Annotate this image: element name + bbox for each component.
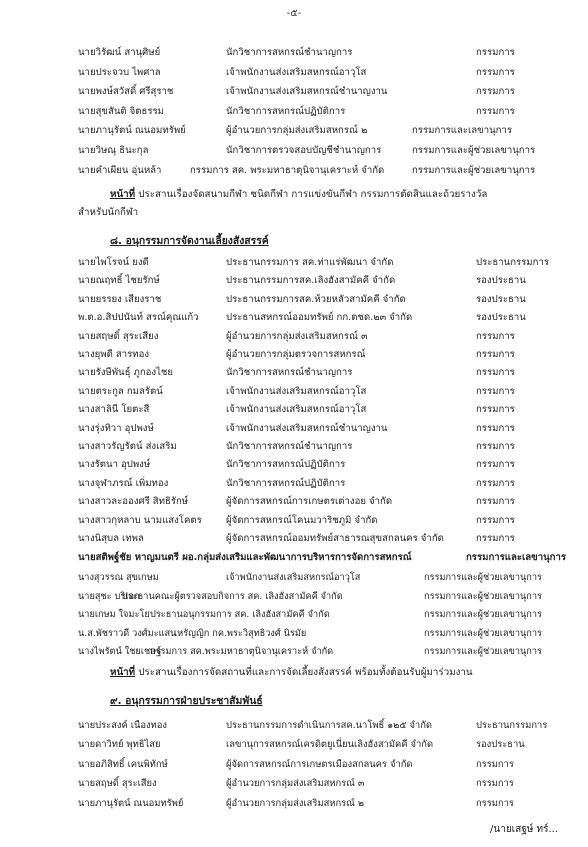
member-role: กรรมการ xyxy=(476,385,515,397)
list-row xyxy=(0,64,588,82)
list-row xyxy=(0,401,588,419)
duty-label: หน้าที่ xyxy=(110,667,136,678)
list-row-special xyxy=(0,549,588,567)
member-position: ผู้อำนวยการกลุ่มตรวจการสหกรณ์ xyxy=(226,349,366,360)
member-role: กรรมการและผู้ช่วยเลขานุการ xyxy=(424,627,542,639)
member-role: กรรมการ xyxy=(476,778,514,790)
member-role: ประธานกรรมการ xyxy=(476,720,548,731)
member-name: นายภานุรัตน์ ณนอมทรัพย์ xyxy=(78,797,184,809)
member-position: นักวิชาการสหกรณ์ชำนาญการ xyxy=(226,441,353,452)
member-name: นายสุชะ บริเอก xyxy=(78,590,140,602)
member-position: กรรมการ สค. พระมหาธาตุนิจานุเคราะห์ จำกัด xyxy=(190,164,385,176)
member-role: กรรมการ xyxy=(476,86,515,98)
member-position: เจ้าพนักงานส่งเสริมสหกรณ์อาวุโส xyxy=(226,572,361,583)
member-position: นักวิชาการสหกรณ์ปฏิบัติการ xyxy=(226,105,346,117)
list-row xyxy=(0,364,588,382)
list-row xyxy=(0,569,588,587)
member-position: ประธานกรรมการสค.ห้วยหลัวสามัคคี จำกัด xyxy=(226,293,406,305)
member-name: นางยุพดี สารทอง xyxy=(78,349,150,360)
member-name: นายวิษณุ ธินะกุล xyxy=(78,145,149,156)
member-role: รองประธาน xyxy=(476,739,525,751)
member-role: กรรมการ xyxy=(476,477,515,489)
list-row xyxy=(0,272,588,290)
member-position: ผู้จัดการสหกรณ์โคนมวาริชภูมิ จำกัด xyxy=(226,514,378,526)
list-row xyxy=(0,756,588,774)
member-name: นางจุฬาภรณ์ เพิ่มทอง xyxy=(78,477,169,489)
section-heading-8 xyxy=(110,232,269,249)
member-position: นักวิชาการสหกรณ์ปฏิบัติการ xyxy=(226,477,346,489)
member-name: นายยรรยง เสียงราช xyxy=(78,293,162,305)
member-role: กรรมการ xyxy=(476,330,515,342)
member-position: นักวิชาการสหกรณ์ปฏิบัติการ xyxy=(226,459,346,471)
list-row xyxy=(0,122,588,140)
member-name: นายณฤทธิ์ ไชยรักษ์ xyxy=(78,275,160,287)
member-role: กรรมการ xyxy=(476,459,515,471)
member-role: กรรมการ xyxy=(476,422,515,434)
member-role: กรรมการ xyxy=(476,758,514,770)
member-role: กรรมการ xyxy=(476,533,515,544)
member-name: นายอภิสิทธิ์ เคนพิทักษ์ xyxy=(78,758,168,770)
member-role: กรรมการและผู้ช่วยเลขานุการ xyxy=(424,609,542,621)
member-position: นักวิชาการสหกรณ์ชำนาญการ xyxy=(226,367,353,379)
duty-label: หน้าที่ xyxy=(110,189,136,200)
member-position: เจ้าพนักงานส่งเสริมสหกรณ์อาวุโส xyxy=(226,385,367,397)
member-name: นายสุขสันติ จิตธรรม xyxy=(78,105,165,117)
section-title: ๙. อนุกรรมการฝ่ายประชาสัมพันธ์ xyxy=(110,695,263,707)
member-role: กรรมการ xyxy=(476,367,515,379)
member-position: นักวิชาการสหกรณ์ชำนาญการ xyxy=(226,47,353,58)
duty-text: ประสานเรื่องจัดสนามกีฬา ชนิดกีฬา การแข่งขันกีฬา กรรมการตัดสินและถ้วยรางวัล xyxy=(138,189,488,200)
member-position: เจ้าพนักงานส่งเสริมสหกรณ์อาวุโส xyxy=(226,404,367,416)
member-role: กรรมการ xyxy=(476,66,515,78)
member-name: นายเกษม ใจมะโย xyxy=(78,609,150,621)
member-position: ผู้อำนวยการกลุ่มส่งเสริมสหกรณ์ ๓ xyxy=(226,330,368,342)
member-role: กรรมการ xyxy=(476,349,515,360)
member-position: ผู้จัดการสหกรณ์การเกษตรเต่างอย จำกัด xyxy=(226,496,393,508)
member-name: นายประสงค์ เนืองทอง xyxy=(78,720,167,731)
list-row xyxy=(0,438,588,456)
member-role: กรรมการ xyxy=(476,105,515,117)
list-row xyxy=(0,493,588,511)
member-name: นางสาวละอองศรี สิทธิรักษ์ xyxy=(78,496,189,508)
member-name: นายสฤษดิ์ สุระเสียง xyxy=(78,330,159,342)
member-name: นายดาวิทย์ พุทธิไสย xyxy=(78,739,161,751)
member-position: ประธานกรรมการดำเนินการสค.นาโพธิ์ ๑๒๕ จำกัด xyxy=(226,720,432,731)
member-position: ประธานสหกรณ์ออมทรัพย์ กก.ตชด.๒๓ จำกัด xyxy=(226,312,413,324)
list-row xyxy=(0,383,588,401)
member-name: นายพงษ์สวัสดิ์ ศรีสุราช xyxy=(78,86,174,98)
member-position: ประธานคณะผู้ตรวจสอบกิจการ สค. เลิงฮังสามัคคี จำกัด xyxy=(122,590,343,602)
member-role: กรรมการ xyxy=(476,797,514,809)
list-row xyxy=(0,44,588,62)
row-role: กรรมการและเลขานุการ xyxy=(466,552,567,563)
member-role: กรรมการและผู้ช่วยเลขานุการ xyxy=(424,590,542,602)
member-role: กรรมการและผู้ช่วยเลขานุการ xyxy=(424,572,542,583)
member-position: เจ้าพนักงานส่งเสริมสหกรณ์อาวุโส xyxy=(226,66,367,78)
member-name: นางสาวกุหลาบ นามแสงโคตร xyxy=(78,514,202,526)
list-row xyxy=(0,588,588,606)
page-footer: /นายเสฐษ์ ทร์... xyxy=(490,824,558,835)
section-heading-9 xyxy=(110,692,263,709)
member-position: ผู้จัดการสหกรณ์การเกษตรเมืองสกลนคร จำกัด xyxy=(226,758,413,770)
member-name: นายสฤษดิ์ สุระเสียง xyxy=(78,778,157,790)
member-role: กรรมการและผู้ช่วยเลขานุการ xyxy=(412,164,536,176)
member-role: กรรมการ xyxy=(476,404,515,416)
list-row xyxy=(0,775,588,793)
member-position: ประธานกรรมการสค.เลิงฮังสามัคคี จำกัด xyxy=(226,275,396,287)
member-position: เจ้าพนักงานส่งเสริมสหกรณ์ชำนาญงาน xyxy=(226,422,388,434)
list-row xyxy=(0,142,588,160)
list-row xyxy=(0,162,588,180)
member-name: นางสาลินี โยตะสี xyxy=(78,404,150,416)
list-row xyxy=(0,328,588,346)
member-name: นายคำเผียน อุ่นหล้า xyxy=(78,164,162,176)
member-role: รองประธาน xyxy=(476,293,526,305)
list-row xyxy=(0,643,588,661)
list-row xyxy=(0,736,588,754)
duty-text: ประสานเรื่องการจัดสถานที่และการจัดเลี้ยงสังสรรค์ พร้อมทั้งต้อนรับผู้มาร่วมงาน xyxy=(138,667,473,678)
list-row xyxy=(0,456,588,474)
member-role: กรรมการ xyxy=(476,514,515,526)
list-row xyxy=(0,83,588,101)
list-row xyxy=(0,530,588,548)
list-row xyxy=(0,103,588,121)
member-role: กรรมการและผู้ช่วยเลขานุการ xyxy=(424,646,542,658)
member-name: น.ส.พัชราวดี วงศ์มะแสน xyxy=(78,627,177,639)
member-name: นายตระกูล กมลรัตน์ xyxy=(78,385,163,397)
member-position: ผู้อำนวยการกลุ่มส่งเสริมสหกรณ์ ๒ xyxy=(226,797,365,809)
row-text: นายสติพฐ์ชัย หาญมนตรี ผอ.กลุ่มส่งเสริมและพัฒนาการบริหารการจัดการสหกรณ์ xyxy=(78,552,412,563)
member-role: ประธานกรรมการ xyxy=(476,257,549,268)
duty-text-cont: สำหรับนักกีฬา xyxy=(78,207,139,218)
member-position: เหรัญญิก กค.พระวิสุทธิวงศ์ นิรมัย xyxy=(174,627,307,639)
member-role: กรรมการ xyxy=(476,496,515,508)
member-name: นายรังษีพันธุ์ ภูกองไชย xyxy=(78,367,174,379)
member-position: ผู้อำนวยการกลุ่มส่งเสริมสหกรณ์ ๒ xyxy=(226,125,368,137)
member-position: ประธานอนุกรรมการ สค. เลิงฮังสามัคคี จำกัด xyxy=(150,609,330,621)
list-row xyxy=(0,606,588,624)
member-name: นายไพโรจน์ ยงดี xyxy=(78,257,149,268)
section-title: ๘. อนุกรรมการจัดงานเลี้ยงสังสรรค์ xyxy=(110,235,269,247)
page-number: -๕- xyxy=(286,8,302,19)
list-row xyxy=(0,420,588,438)
member-role: กรรมการ xyxy=(476,441,515,452)
member-name: นายภานุรัตน์ ณนอมทรัพย์ xyxy=(78,125,186,137)
list-row xyxy=(0,254,588,272)
member-role: กรรมการ xyxy=(476,47,515,58)
member-position: ผู้จัดการสหกรณ์ออมทรัพย์สาธารณสุขสกลนคร จำกัด xyxy=(226,533,444,544)
member-name: นายวิรัฒน์ สานุศิษย์ xyxy=(78,47,161,58)
member-role: กรรมการและเลขานุการ xyxy=(412,125,513,137)
member-name: นางสุวรรณ สุขเกษม xyxy=(78,572,159,583)
member-name: นางสาวรัญรัตน์ ส่งเสริม xyxy=(78,441,177,452)
member-role: รองประธาน xyxy=(476,275,526,287)
list-row xyxy=(0,717,588,735)
member-name: นายประจวบ ไพศาล xyxy=(78,66,161,78)
member-position: นักวิชาการตรวจสอบบัญชีชำนาญการ xyxy=(226,145,382,156)
member-name: นางรัตนา อุปพงษ์ xyxy=(78,459,151,471)
member-position: กรรมการ สค.พระมหาธาตุนิจานุเคราะห์ จำกัด xyxy=(150,646,334,658)
member-role: กรรมการและผู้ช่วยเลขานุการ xyxy=(412,145,536,156)
duty-note-1 xyxy=(78,186,548,222)
member-role: รองประธาน xyxy=(476,312,526,324)
member-position: ผู้อำนวยการกลุ่มส่งเสริมสหกรณ์ ๓ xyxy=(226,778,365,790)
duty-note-2 xyxy=(78,664,548,682)
list-row xyxy=(0,475,588,493)
list-row xyxy=(0,309,588,327)
member-position: เลขานุการสหกรณ์เครดิตยูเนี่ยนเลิงฮังสามัคคี จำกัด xyxy=(226,739,434,751)
member-name: นางไพรัตน์ ใชยเชษฐ์ xyxy=(78,646,162,658)
list-row xyxy=(0,346,588,364)
member-position: เจ้าพนักงานส่งเสริมสหกรณ์ชำนาญงาน xyxy=(226,86,388,98)
member-name: นางนิสุบล เทพล xyxy=(78,533,144,544)
list-row xyxy=(0,625,588,643)
member-position: ประธานกรรมการ สค.ท่าแร่พัฒนา จำกัด xyxy=(226,257,394,268)
member-name: นางรุ่งทิวา อุปพงษ์ xyxy=(78,422,154,434)
list-row xyxy=(0,512,588,530)
list-row xyxy=(0,291,588,309)
list-row xyxy=(0,795,588,813)
member-name: พ.ต.อ.สิปปนันท์ สรณ์คุณแก้ว xyxy=(78,312,199,324)
